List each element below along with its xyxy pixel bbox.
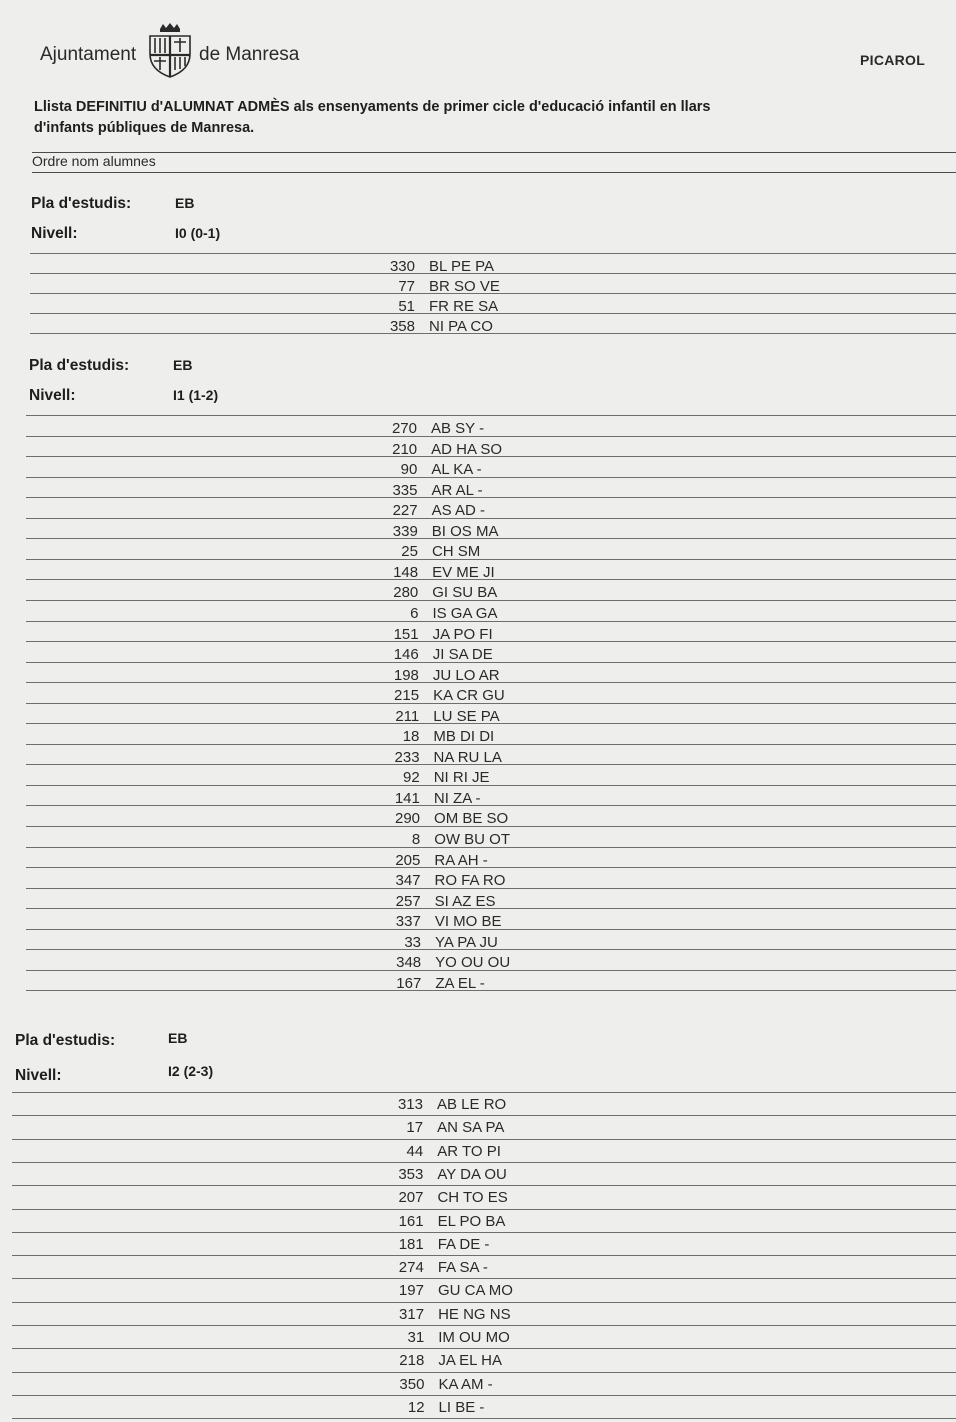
student-number: 198 [393,666,419,684]
student-number: 353 [398,1165,424,1183]
plan-label: Pla d'estudis: [15,1032,116,1049]
student-initials: HE NG NS [438,1305,511,1323]
student-initials: JI SA DE [432,646,493,664]
student-row [384,523,499,540]
student-initials: EV ME JI [432,563,495,581]
student-initials: CH TO ES [437,1189,508,1207]
student-initials: RO FA RO [434,872,506,890]
student-initials: AY DA OU [437,1165,507,1183]
student-initials: YO OU OU [435,954,511,972]
student-initials: AS AD - [431,502,485,520]
student-row [386,831,510,848]
student-number: 167 [396,974,422,992]
org-name-right: de Manresa [199,44,300,65]
student-number: 348 [396,954,422,972]
student-row [383,461,481,478]
student-row [387,934,498,951]
row-rule [26,805,956,806]
order-label: Ordre nom alumnes [32,153,156,169]
student-row [390,1306,511,1323]
student-initials: NI RI JE [433,769,490,787]
student-number: 151 [393,625,419,643]
title-line-2: d'infants públiques de Manresa. [34,120,255,136]
student-row [390,1352,502,1369]
row-rule [12,1325,956,1326]
row-rule [26,518,956,519]
student-number: 337 [395,913,421,931]
student-row [381,258,494,275]
student-row [387,954,510,971]
row-rule [12,1418,956,1419]
student-initials: YA PA JU [435,933,498,951]
student-number: 141 [394,789,420,807]
student-number: 197 [398,1282,424,1300]
row-rule [30,253,956,254]
student-row [383,420,484,437]
student-number: 215 [394,687,420,705]
student-row [384,605,497,622]
row-rule [12,1278,956,1279]
row-rule [26,415,956,416]
student-number: 358 [389,318,415,335]
org-name-left: Ajuntament [40,44,137,65]
row-rule [12,1092,956,1093]
student-number: 6 [410,604,419,622]
plan-label: Pla d'estudis: [31,195,132,212]
student-initials: AD HA SO [431,440,503,458]
row-rule [12,1162,956,1163]
row-rule [12,1232,956,1233]
student-number: 347 [395,872,421,890]
student-number: 146 [393,646,419,664]
student-initials: GU CA MO [437,1282,513,1300]
student-initials: IS GA GA [432,604,498,622]
student-initials: BL PE PA [429,258,495,275]
student-initials: EL PO BA [437,1212,506,1230]
student-initials: AB SY - [431,420,485,437]
student-initials: KA CR GU [433,687,505,705]
row-rule [26,436,956,437]
student-row [385,687,505,704]
student-initials: OW BU OT [434,831,511,848]
student-row [390,1282,513,1299]
student-initials: IM OU MO [438,1329,510,1346]
student-row [383,482,482,499]
student-initials: ZA EL - [435,974,485,992]
student-number: 350 [399,1375,425,1393]
row-rule [12,1302,956,1303]
student-row [389,1119,504,1136]
student-initials: AB LE RO [437,1096,507,1113]
student-initials: JU LO AR [432,666,500,684]
student-number: 181 [398,1235,424,1253]
document-title [34,97,834,139]
student-number: 270 [391,420,417,437]
student-initials: BI OS MA [431,522,499,540]
student-number: 207 [398,1189,424,1207]
student-number: 335 [392,481,418,499]
student-initials: NI ZA - [433,789,481,807]
plan-label: Pla d'estudis: [29,357,130,374]
student-row [381,298,498,315]
student-row [391,1399,485,1416]
row-rule [12,1348,956,1349]
row-rule [26,497,956,498]
student-initials: OM BE SO [434,810,509,828]
student-row [390,1236,490,1253]
student-row [385,667,500,684]
student-initials: JA PO FI [432,625,493,643]
row-rule [12,1395,956,1396]
header-rule-bottom [32,172,956,173]
student-number: 90 [400,461,418,479]
row-rule [26,867,956,868]
student-number: 17 [406,1119,424,1137]
student-row [384,564,495,581]
student-number: 210 [392,440,418,458]
row-rule [26,990,956,991]
student-row [390,1329,510,1346]
coat-of-arms-icon [146,20,194,80]
student-row [390,1213,506,1230]
student-number: 33 [404,933,421,951]
student-number: 233 [394,748,420,766]
student-row [385,626,493,643]
student-row [386,810,508,827]
student-row [389,1189,507,1206]
header-rule-top [32,152,956,153]
student-initials: LI BE - [438,1398,485,1416]
student-row [386,749,502,766]
student-number: 205 [395,851,421,869]
student-number: 77 [398,278,415,295]
student-initials: AN SA PA [437,1119,505,1137]
student-number: 339 [392,522,418,540]
student-number: 18 [402,728,420,746]
student-number: 31 [407,1329,425,1346]
row-rule [12,1372,956,1373]
plan-value: EB [168,1030,188,1046]
student-row [384,543,480,560]
student-row [385,728,494,745]
student-number: 257 [395,892,421,910]
level-label: Nivell: [29,387,76,404]
level-label: Nivell: [31,225,78,242]
student-initials: VI MO BE [434,913,502,931]
student-row [387,872,506,889]
student-row [390,1376,492,1393]
page-header [0,0,956,90]
student-number: 330 [389,258,415,275]
student-row [383,441,502,458]
student-number: 161 [398,1212,424,1230]
row-rule [12,1115,956,1116]
student-row [389,1096,506,1113]
student-initials: MB DI DI [433,728,495,746]
row-rule [12,1139,956,1140]
student-row [387,893,496,910]
student-initials: AR TO PI [437,1142,501,1160]
student-number: 44 [406,1142,424,1160]
student-initials: BR SO VE [429,278,500,295]
student-number: 290 [395,810,421,828]
student-initials: FA DE - [437,1235,490,1253]
student-number: 317 [399,1305,425,1323]
student-number: 313 [397,1096,423,1113]
student-number: 148 [393,563,419,581]
student-row [386,790,481,807]
student-initials: FA SA - [437,1259,488,1277]
student-row [381,278,500,295]
student-number: 25 [401,543,418,561]
student-initials: SI AZ ES [434,892,496,910]
student-initials: FR RE SA [429,298,499,315]
student-initials: NI PA CO [429,318,493,335]
student-row [384,502,485,519]
student-number: 218 [399,1352,425,1370]
student-initials: LU SE PA [433,707,500,725]
student-row [384,584,497,601]
level-value: I0 (0-1) [175,225,221,241]
student-row [387,913,502,930]
row-rule [26,477,956,478]
student-number: 92 [403,769,420,787]
student-row [389,1143,501,1160]
student-row [385,646,493,663]
level-value: I1 (1-2) [173,387,219,403]
student-number: 211 [395,707,420,725]
row-rule [30,333,956,334]
student-initials: GI SU BA [432,584,498,602]
student-row [390,1259,488,1276]
student-initials: CH SM [431,543,481,561]
level-label: Nivell: [15,1067,62,1084]
row-rule [12,1255,956,1256]
level-value: I2 (2-3) [168,1063,214,1079]
student-initials: AR AL - [431,481,483,499]
student-number: 12 [407,1398,425,1416]
student-row [381,318,493,335]
title-line-1: Llista DEFINITIU d'ALUMNAT ADMÈS als ensenyaments de primer cicle d'educació infantil en llars [34,99,711,115]
student-row [386,852,487,869]
plan-value: EB [175,195,195,211]
center-name: PICAROL [860,52,926,68]
student-number: 280 [393,584,419,602]
student-row [386,769,490,786]
student-number: 51 [398,298,415,315]
row-rule [12,1209,956,1210]
student-number: 8 [411,831,421,848]
student-row [389,1166,506,1183]
row-rule [26,785,956,786]
student-row [385,708,499,725]
row-rule [26,559,956,560]
student-initials: AL KA - [431,461,482,479]
student-initials: JA EL HA [438,1352,502,1370]
student-initials: RA AH - [434,851,488,869]
student-initials: NA RU LA [433,748,502,766]
student-number: 274 [398,1259,424,1277]
student-number: 227 [392,502,418,520]
student-row [387,975,484,992]
plan-value: EB [173,357,193,373]
student-initials: KA AM - [438,1375,493,1393]
row-rule [12,1185,956,1186]
